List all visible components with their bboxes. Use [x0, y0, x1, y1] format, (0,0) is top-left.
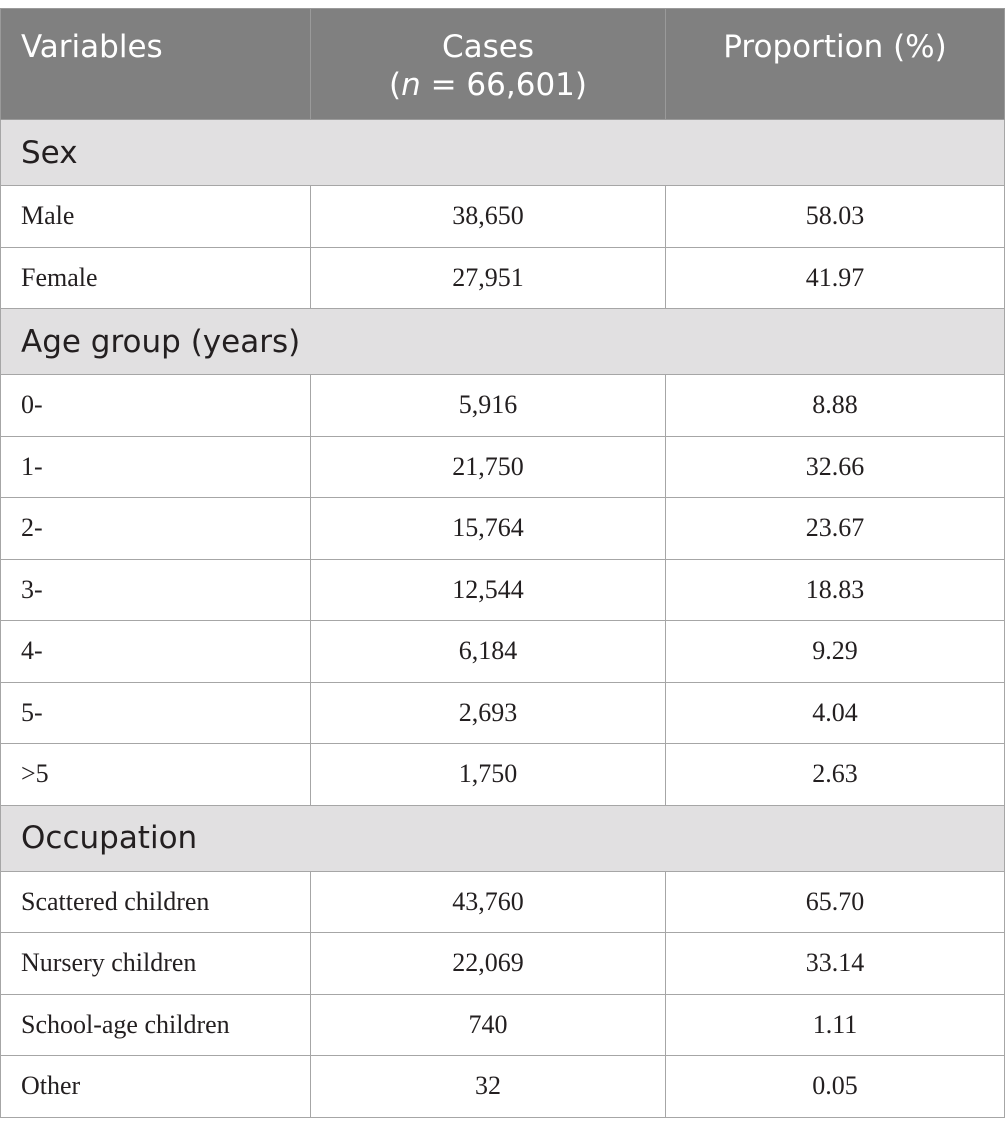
header-cases-open-paren: (: [388, 67, 402, 103]
cell-variable: Scattered children: [1, 871, 311, 933]
table-row: [1, 375, 1005, 437]
section-title: Age group (years): [1, 309, 1005, 375]
section-row-age-group: [1, 309, 1005, 375]
cell-variable: 4-: [1, 621, 311, 683]
cell-variable: Female: [1, 247, 311, 309]
table-row: [1, 559, 1005, 621]
header-proportion: Proportion (%): [666, 9, 1005, 120]
table-body: [1, 120, 1005, 1118]
cell-cases: 740: [311, 994, 666, 1056]
cell-cases: 6,184: [311, 621, 666, 683]
table-row: [1, 682, 1005, 744]
cell-variable: 3-: [1, 559, 311, 621]
cell-cases: 43,760: [311, 871, 666, 933]
cell-proportion: 4.04: [666, 682, 1005, 744]
cell-variable: 1-: [1, 436, 311, 498]
cell-variable: 0-: [1, 375, 311, 437]
cell-proportion: 33.14: [666, 933, 1005, 995]
section-title: Occupation: [1, 805, 1005, 871]
section-row-occupation: [1, 805, 1005, 871]
cell-proportion: 8.88: [666, 375, 1005, 437]
cell-cases: 38,650: [311, 186, 666, 248]
cell-variable: 5-: [1, 682, 311, 744]
cell-proportion: 2.63: [666, 744, 1005, 806]
header-cases-label: Cases: [441, 29, 535, 65]
table-row: [1, 871, 1005, 933]
cell-proportion: 0.05: [666, 1056, 1005, 1118]
header-variables: Variables: [1, 9, 311, 120]
cell-proportion: 18.83: [666, 559, 1005, 621]
cell-cases: 32: [311, 1056, 666, 1118]
header-cases-n-value: = 66,601): [420, 67, 587, 103]
table-row: [1, 498, 1005, 560]
table-row: [1, 621, 1005, 683]
cell-proportion: 58.03: [666, 186, 1005, 248]
section-title: Sex: [1, 120, 1005, 186]
cell-variable: >5: [1, 744, 311, 806]
cell-variable: Other: [1, 1056, 311, 1118]
cell-cases: 27,951: [311, 247, 666, 309]
table-row: [1, 436, 1005, 498]
table-row: [1, 186, 1005, 248]
table-row: [1, 994, 1005, 1056]
cell-proportion: 1.11: [666, 994, 1005, 1056]
cell-cases: 15,764: [311, 498, 666, 560]
cell-cases: 22,069: [311, 933, 666, 995]
header-row: [1, 9, 1005, 120]
table-row: [1, 247, 1005, 309]
cell-variable: 2-: [1, 498, 311, 560]
table-row: [1, 744, 1005, 806]
cell-cases: 1,750: [311, 744, 666, 806]
cell-proportion: 9.29: [666, 621, 1005, 683]
table-row: [1, 933, 1005, 995]
cell-variable: School-age children: [1, 994, 311, 1056]
table-header: [1, 9, 1005, 120]
header-cases-n-symbol: n: [401, 67, 421, 103]
cell-variable: Nursery children: [1, 933, 311, 995]
cell-proportion: 32.66: [666, 436, 1005, 498]
cell-cases: 12,544: [311, 559, 666, 621]
cell-cases: 21,750: [311, 436, 666, 498]
section-row-sex: [1, 120, 1005, 186]
cell-proportion: 65.70: [666, 871, 1005, 933]
table-row: [1, 1056, 1005, 1118]
cell-proportion: 23.67: [666, 498, 1005, 560]
cell-cases: 5,916: [311, 375, 666, 437]
cell-variable: Male: [1, 186, 311, 248]
cell-proportion: 41.97: [666, 247, 1005, 309]
data-table: [0, 8, 1005, 1118]
cell-cases: 2,693: [311, 682, 666, 744]
header-cases: [311, 9, 666, 120]
